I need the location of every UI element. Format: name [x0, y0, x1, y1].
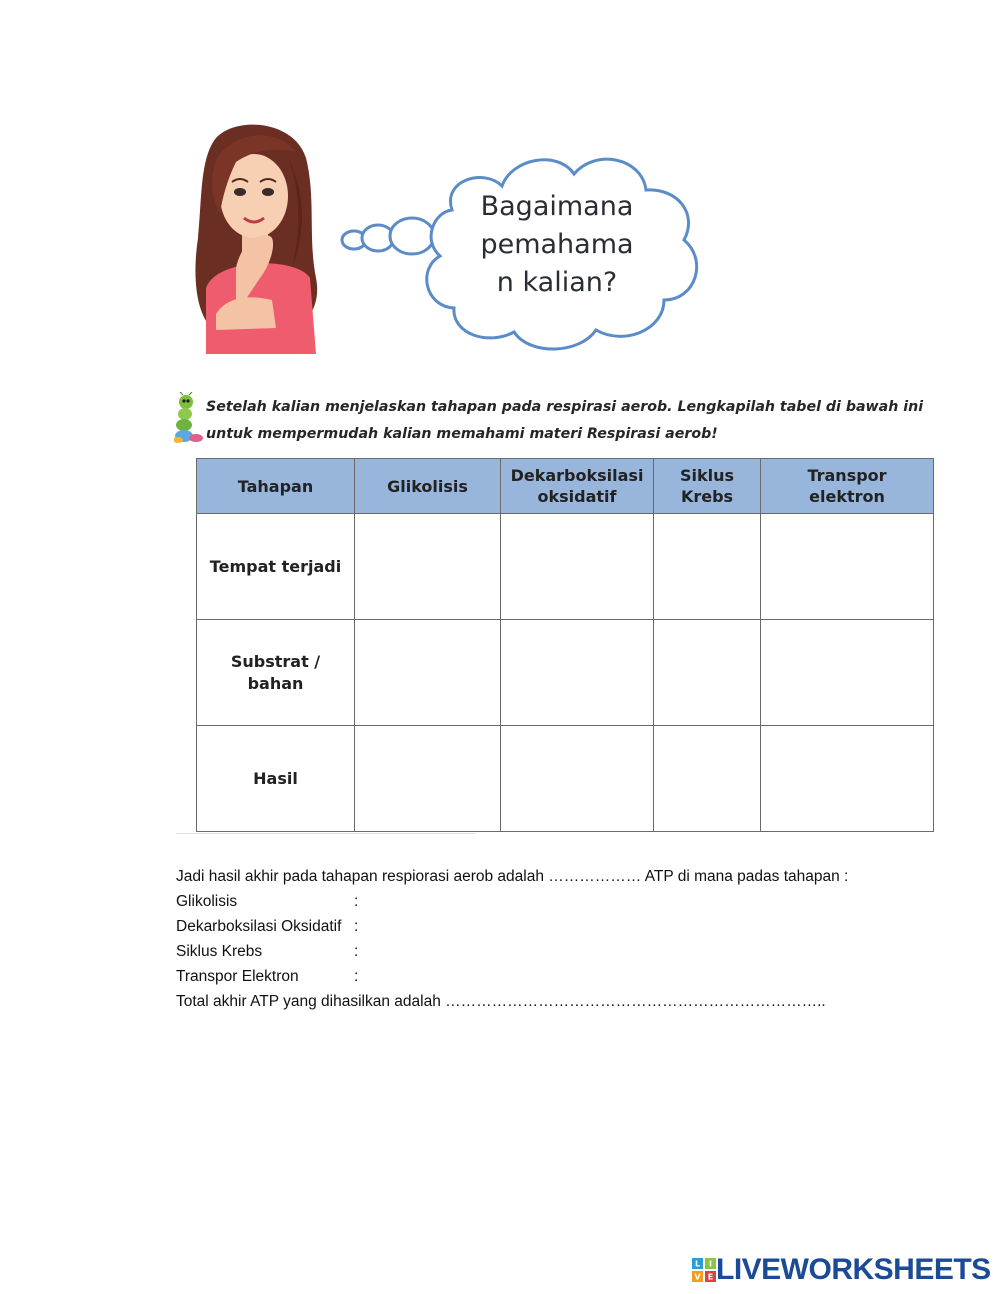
- answer-cell[interactable]: [654, 726, 761, 832]
- stage-separator: :: [354, 943, 359, 960]
- answer-cell[interactable]: [501, 726, 654, 832]
- logo-text: LIVEWORKSHEETS: [716, 1253, 991, 1286]
- svg-text:E: E: [707, 1272, 714, 1282]
- instruction-line-2: untuk mempermudah kalian memahami materi Respirasi aerob!: [206, 426, 718, 442]
- answer-cell[interactable]: [501, 620, 654, 726]
- row-label-tempat-terjadi: Tempat terjadi: [197, 514, 355, 620]
- answer-cell[interactable]: [355, 514, 501, 620]
- thought-bubble-line-3: n kalian?: [496, 267, 618, 298]
- table-row: [197, 726, 934, 832]
- atp-summary: [176, 864, 848, 1014]
- stage-separator: :: [354, 968, 359, 985]
- stage-separator: :: [354, 918, 359, 935]
- liveworksheets-logo: [692, 1254, 991, 1286]
- answer-cell[interactable]: [501, 514, 654, 620]
- liveworksheets-badge-icon: [692, 1258, 716, 1282]
- answer-cell[interactable]: [761, 620, 934, 726]
- svg-text:I: I: [709, 1259, 712, 1269]
- thought-bubble-line-2: pemahama: [480, 229, 634, 260]
- list-item: [176, 889, 848, 914]
- stage-label: Glikolisis: [176, 893, 238, 910]
- stage-label: Transpor Elektron: [176, 968, 299, 985]
- summary-intro: Jadi hasil akhir pada tahapan respiorasi aerob adalah ……………… ATP di mana padas tahapan :: [176, 868, 849, 885]
- row-label-hasil: Hasil: [197, 726, 355, 832]
- list-item: [176, 939, 848, 964]
- answer-cell[interactable]: [761, 514, 934, 620]
- answer-cell[interactable]: [355, 620, 501, 726]
- answer-cell[interactable]: [355, 726, 501, 832]
- girl-thinking-illustration: [176, 118, 336, 354]
- answer-cell[interactable]: [654, 620, 761, 726]
- thought-bubble-text: [452, 188, 662, 302]
- row-label-substrat-bahan: Substrat / bahan: [197, 620, 355, 726]
- header-tahapan: Tahapan: [197, 459, 355, 514]
- summary-total: Total akhir ATP yang dihasilkan adalah ………………………………………………………………..: [176, 993, 826, 1010]
- stage-separator: :: [354, 893, 359, 910]
- answer-cell[interactable]: [761, 726, 934, 832]
- answer-cell[interactable]: [654, 514, 761, 620]
- stage-label: Dekarboksilasi Oksidatif: [176, 918, 342, 935]
- header-dekarboksilasi-oksidatif: Dekarboksilasi oksidatif: [501, 459, 654, 514]
- table-row: [197, 514, 934, 620]
- caterpillar-mascot-icon: [174, 392, 206, 444]
- divider: [176, 833, 476, 834]
- instruction-line-1: Setelah kalian menjelaskan tahapan pada respirasi aerob. Lengkapilah tabel di bawah ini: [206, 399, 924, 415]
- header-siklus-krebs: Siklus Krebs: [654, 459, 761, 514]
- table-header-row: [197, 459, 934, 514]
- svg-text:L: L: [694, 1259, 701, 1269]
- header-transpor-elektron: Transpor elektron: [761, 459, 934, 514]
- header-glikolisis: Glikolisis: [355, 459, 501, 514]
- thought-bubble-line-1: Bagaimana: [480, 191, 634, 222]
- respiration-stages-table: [196, 458, 934, 832]
- list-item: [176, 964, 848, 989]
- svg-text:V: V: [694, 1272, 701, 1282]
- table-row: [197, 620, 934, 726]
- list-item: [176, 914, 848, 939]
- stage-label: Siklus Krebs: [176, 943, 263, 960]
